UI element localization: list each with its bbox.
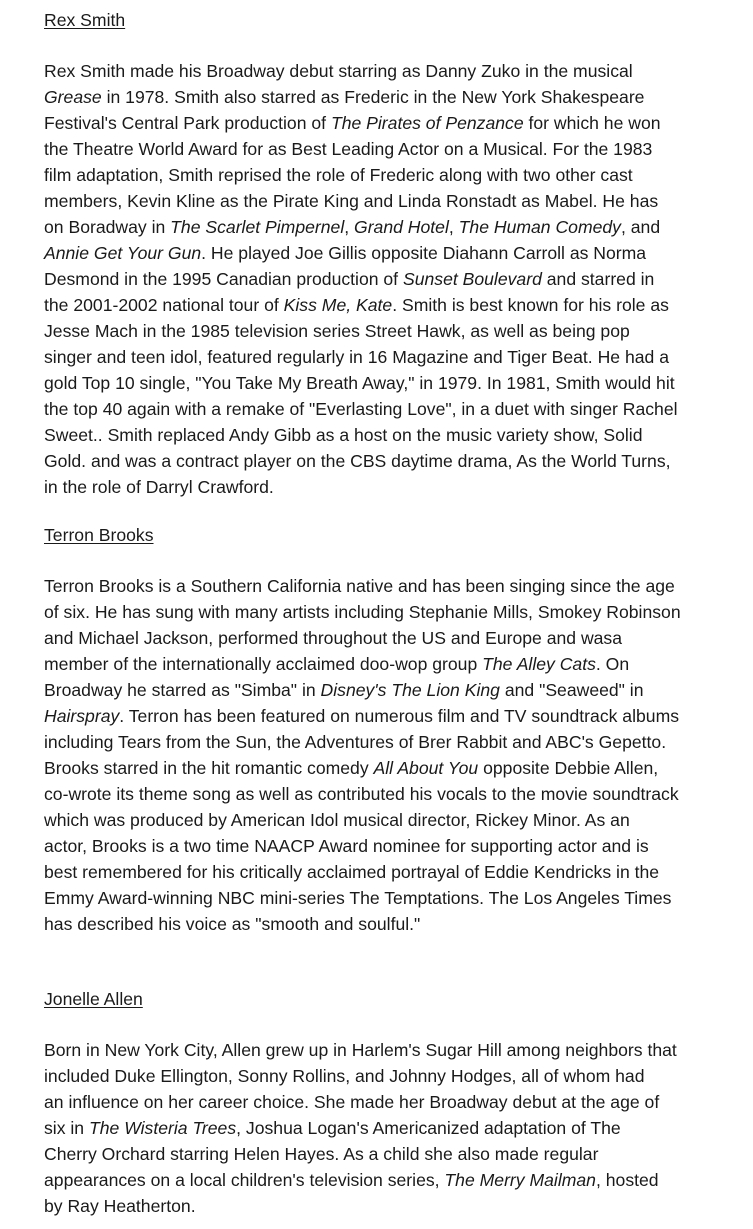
text-line [44, 266, 678, 292]
text-line [44, 370, 678, 396]
text-run: best remembered for his critically acclaimed portrayal of Eddie Kendricks in the [44, 862, 660, 882]
text-run: , [448, 217, 459, 237]
text-line [44, 58, 678, 84]
text-run: . He played Joe Gillis opposite Diahann Carroll as Norma [201, 243, 647, 263]
text-run: and Michael Jackson, performed throughout the US and Europe and wasa [44, 628, 623, 648]
text-run: the 2001-2002 national tour of [44, 295, 284, 315]
text-line [44, 885, 681, 911]
text-run: by Ray Heatherton. [44, 1196, 196, 1216]
section-heading-terron-brooks: Terron Brooks [44, 525, 154, 545]
text-run: Rex Smith made his Broadway debut starring as Danny Zuko in the musical [44, 61, 633, 81]
text-run: Brooks starred in the hit romantic comedy [44, 758, 374, 778]
italic-title: The Merry Mailman [444, 1170, 596, 1190]
text-run: Sweet.. Smith replaced Andy Gibb as a host on the music variety show, Solid [44, 425, 643, 445]
text-run: has described his voice as "smooth and soulful." [44, 914, 421, 934]
italic-title: Grand Hotel [354, 217, 449, 237]
italic-title: Kiss Me, Kate [283, 295, 393, 315]
text-line [44, 292, 678, 318]
text-run: which was produced by American Idol musical director, Rickey Minor. As an [44, 810, 630, 830]
text-line [44, 755, 681, 781]
text-run: and starred in [541, 269, 655, 289]
text-line [44, 188, 678, 214]
italic-title: Sunset Boulevard [402, 269, 542, 289]
bio-terron-brooks [44, 573, 681, 937]
text-run: the Theatre World Award for as Best Leading Actor on a Musical. For the 1983 [44, 139, 653, 159]
text-run: for which he won [523, 113, 661, 133]
text-run: actor, Brooks is a two time NAACP Award nominee for supporting actor and is [44, 836, 649, 856]
italic-title: All About You [373, 758, 479, 778]
text-run: singer and teen idol, featured regularly in 16 Magazine and Tiger Beat. He had a [44, 347, 669, 367]
text-run: Festival's Central Park production of [44, 113, 331, 133]
italic-title: Grease [44, 87, 102, 107]
text-line [44, 911, 681, 937]
text-line [44, 703, 681, 729]
text-run: , and [620, 217, 661, 237]
text-run: Terron Brooks is a Southern California native and has been singing since the age [44, 576, 675, 596]
text-line [44, 318, 678, 344]
text-run: in the role of Darryl Crawford. [44, 477, 274, 497]
italic-title: The Pirates of Penzance [330, 113, 524, 133]
text-line [44, 677, 681, 703]
text-run: . Terron has been featured on numerous film and TV soundtrack albums [119, 706, 680, 726]
text-run: in 1978. Smith also starred as Frederic in the New York Shakespeare [101, 87, 645, 107]
section-heading-jonelle-allen: Jonelle Allen [44, 989, 143, 1009]
text-line [44, 1167, 677, 1193]
text-run: . Smith is best known for his role as [392, 295, 669, 315]
text-line [44, 84, 678, 110]
text-run: on Boradway in [44, 217, 171, 237]
text-run: , Joshua Logan's Americanized adaptation of The [236, 1118, 621, 1138]
text-line [44, 1063, 677, 1089]
text-line [44, 344, 678, 370]
text-run: members, Kevin Kline as the Pirate King and Linda Ronstadt as Mabel. He has [44, 191, 659, 211]
text-line [44, 625, 681, 651]
text-run: member of the internationally acclaimed doo-wop group [44, 654, 483, 674]
italic-title: The Alley Cats [482, 654, 596, 674]
text-line [44, 1141, 677, 1167]
italic-title: Disney's The Lion King [320, 680, 500, 700]
italic-title: Hairspray [44, 706, 120, 726]
italic-title: The Human Comedy [458, 217, 621, 237]
italic-title: Annie Get Your Gun [44, 243, 202, 263]
text-line [44, 162, 678, 188]
text-line [44, 807, 681, 833]
text-run: Emmy Award-winning NBC mini-series The Temptations. The Los Angeles Times [44, 888, 672, 908]
text-run: including Tears from the Sun, the Adventures of Brer Rabbit and ABC's Gepetto. [44, 732, 667, 752]
text-run: six in [44, 1118, 89, 1138]
text-run: Jesse Mach in the 1985 television series Street Hawk, as well as being pop [44, 321, 630, 341]
text-run: appearances on a local children's television series, [44, 1170, 445, 1190]
text-run: Desmond in the 1995 Canadian production of [44, 269, 403, 289]
italic-title: The Wisteria Trees [88, 1118, 237, 1138]
text-run: film adaptation, Smith reprised the role of Frederic along with two other cast [44, 165, 633, 185]
text-run: gold Top 10 single, "You Take My Breath Away," in 1979. In 1981, Smith would hit [44, 373, 675, 393]
text-run: Broadway he starred as "Simba" in [44, 680, 321, 700]
text-line [44, 474, 678, 500]
text-run: and "Seaweed" in [499, 680, 644, 700]
text-line [44, 396, 678, 422]
bio-jonelle-allen [44, 1037, 677, 1219]
italic-title: The Scarlet Pimpernel [170, 217, 345, 237]
text-run: Born in New York City, Allen grew up in Harlem's Sugar Hill among neighbors that [44, 1040, 677, 1060]
text-line [44, 448, 678, 474]
text-run: of six. He has sung with many artists including Stephanie Mills, Smokey Robinson [44, 602, 681, 622]
text-line [44, 729, 681, 755]
text-run: opposite Debbie Allen, [478, 758, 659, 778]
text-line [44, 214, 678, 240]
text-line [44, 859, 681, 885]
section-heading-rex-smith: Rex Smith [44, 10, 126, 30]
text-run: co-wrote its theme song as well as contributed his vocals to the movie soundtrack [44, 784, 679, 804]
text-line [44, 1115, 677, 1141]
text-line [44, 651, 681, 677]
text-line [44, 1193, 677, 1219]
bio-rex-smith [44, 58, 678, 500]
text-line [44, 136, 678, 162]
text-line [44, 240, 678, 266]
text-run: Cherry Orchard starring Helen Hayes. As a child she also made regular [44, 1144, 599, 1164]
text-run: . On [595, 654, 630, 674]
text-line [44, 422, 678, 448]
text-line [44, 781, 681, 807]
text-line [44, 599, 681, 625]
text-run: , hosted [595, 1170, 659, 1190]
text-run: included Duke Ellington, Sonny Rollins, and Johnny Hodges, all of whom had [44, 1066, 645, 1086]
text-run: , [344, 217, 355, 237]
text-run: an influence on her career choice. She made her Broadway debut at the age of [44, 1092, 660, 1112]
text-line [44, 573, 681, 599]
text-line [44, 1089, 677, 1115]
text-run: Gold. and was a contract player on the CBS daytime drama, As the World Turns, [44, 451, 671, 471]
text-line [44, 110, 678, 136]
text-line [44, 1037, 677, 1063]
text-line [44, 833, 681, 859]
text-run: the top 40 again with a remake of "Everlasting Love", in a duet with singer Rachel [44, 399, 678, 419]
